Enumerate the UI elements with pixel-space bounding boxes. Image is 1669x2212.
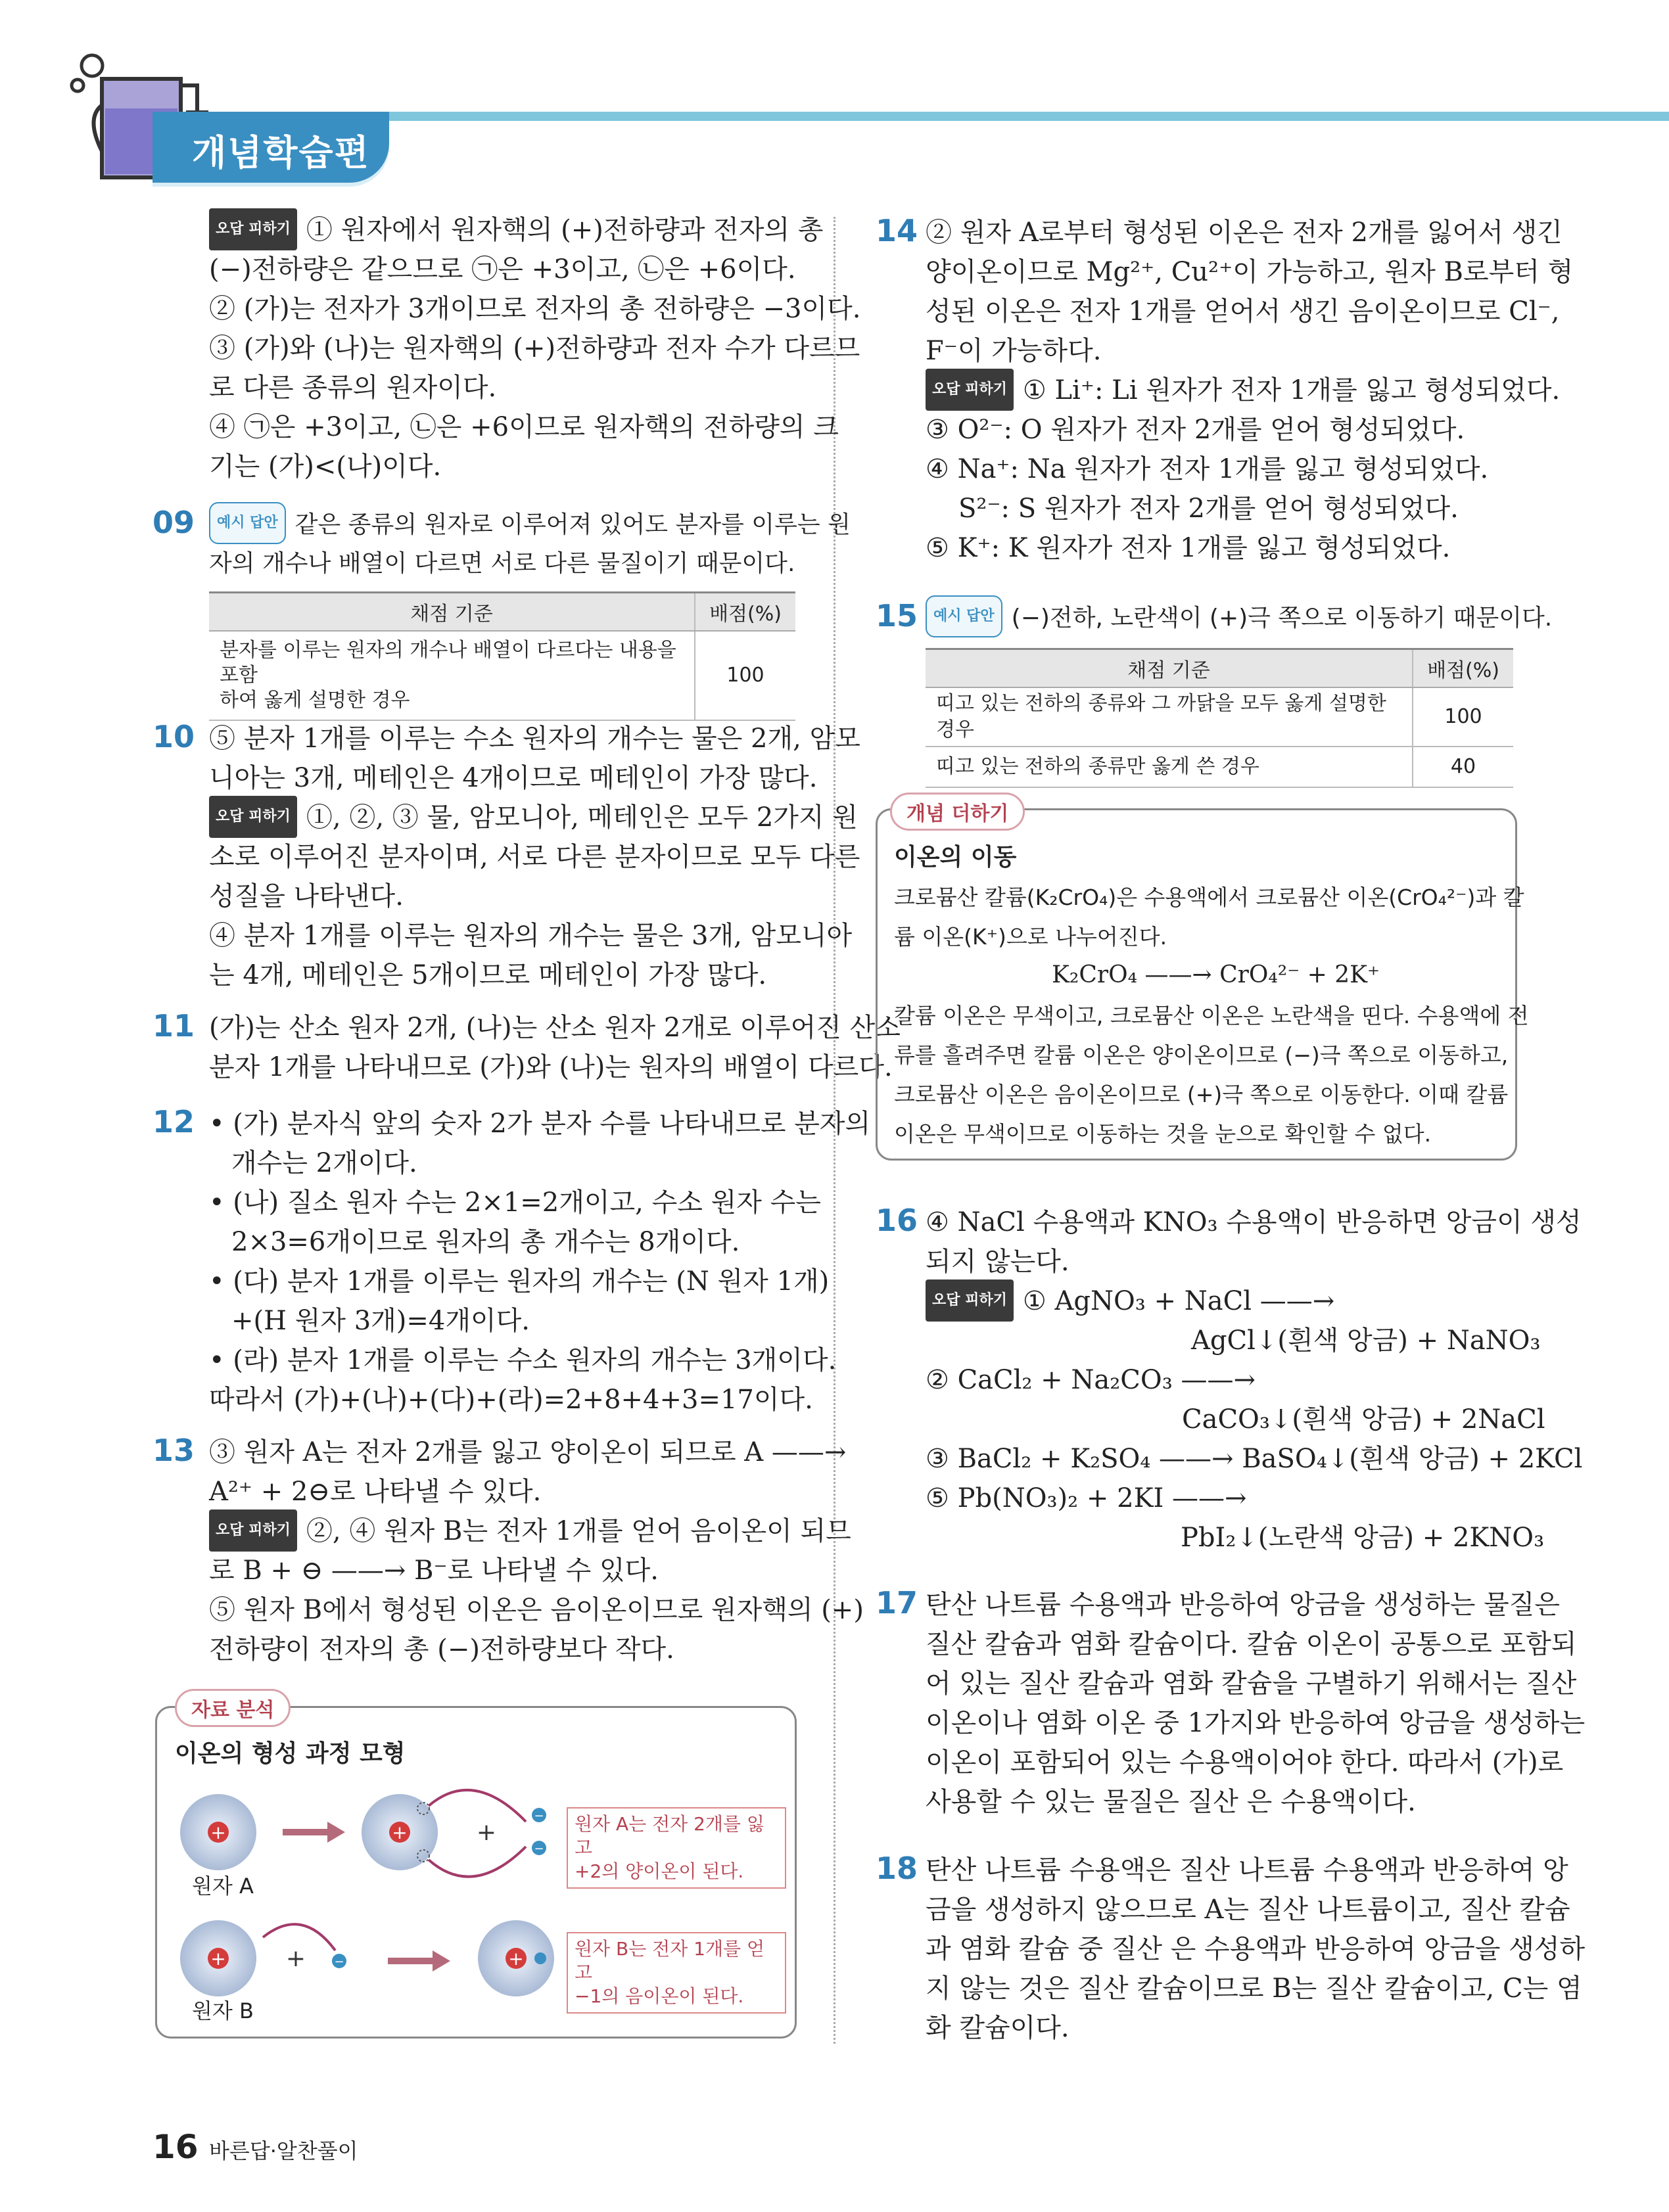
concept-line-6: 크로뮴산 이온은 음이온이므로 (+)극 쪽으로 이동한다. 이때 칼륨 [894, 1082, 1509, 1107]
q08-line-3: ② (가)는 전자가 3개이므로 전자의 총 전하량은 −3이다. [209, 294, 861, 324]
q16-line-7: ③ BaCl₂ + K₂SO₄ ——→ BaSO₄↓(흰색 앙금) + 2KCl [926, 1444, 1583, 1474]
q12-line-6: +(H 원자 3개)=4개이다. [231, 1306, 530, 1336]
q10-number: 10 [153, 719, 195, 754]
q10-line-5: 성질을 나타낸다. [209, 881, 404, 911]
svg-text:+: + [392, 1822, 408, 1843]
q12-line-5: • (다) 분자 1개를 이루는 원자의 개수는 (N 원자 1개) [209, 1266, 830, 1297]
concept-line-4: 칼륨 이온은 무색이고, 크로뮴산 이온은 노란색을 띤다. 수용액에 전 [894, 1003, 1529, 1028]
q17-number: 17 [876, 1585, 918, 1621]
atom-a-label: 원자 A [192, 1874, 254, 1899]
q14-line-3: 성된 이온은 전자 1개를 얻어서 생긴 음이온이므로 Cl⁻, [926, 296, 1560, 327]
table-cell: 40 [1413, 747, 1513, 787]
q14-line-5: 오답 피하기 ① Li⁺: Li 원자가 전자 1개를 잃고 형성되었다. [926, 371, 1560, 413]
table-header: 채점 기준 [926, 649, 1413, 688]
q18-line-1: 탄산 나트륨 수용액은 질산 나트륨 수용액과 반응하여 앙 [926, 1855, 1568, 1885]
svg-text:+: + [508, 1948, 524, 1970]
svg-text:+: + [210, 1948, 226, 1970]
q13-line-3: 오답 피하기 ②, ④ 원자 B는 전자 1개를 얻어 음이온이 되므 [209, 1511, 851, 1554]
q16-line-2: 되지 않는다. [926, 1247, 1070, 1277]
svg-text:+: + [476, 1819, 497, 1846]
q15-number: 15 [876, 598, 918, 634]
table-header: 배점(%) [695, 593, 795, 632]
analysis-label: 자료 분석 [175, 1689, 291, 1727]
q17-line-2: 질산 칼슘과 염화 칼슘이다. 칼슘 이온이 공통으로 포함되 [926, 1629, 1577, 1659]
q11-line-1: (가)는 산소 원자 2개, (나)는 산소 원자 2개로 이루어진 산소 [209, 1013, 901, 1043]
q08-line-2: (−)전하량은 같으므로 ㉠은 +3이고, ㉡은 +6이다. [209, 254, 796, 285]
q12-line-2: 개수는 2개이다. [231, 1148, 417, 1178]
q08-line-6: ④ ㉠은 +3이고, ㉡은 +6이므로 원자핵의 전하량의 크 [209, 412, 839, 442]
q18-line-2: 금을 생성하지 않으므로 A는 질산 나트륨이고, 질산 칼슘 [926, 1895, 1570, 1925]
q11-number: 11 [153, 1008, 195, 1044]
example-answer-tag: 예시 답안 [926, 595, 1002, 637]
q17-line-5: 이온이 포함되어 있는 수용액이어야 한다. 따라서 (가)로 [926, 1747, 1564, 1778]
q16-line-4: AgCl↓(흰색 앙금) + NaNO₃ [1191, 1325, 1541, 1356]
q09-line-2: 자의 개수나 배열이 다르면 서로 다른 물질이기 때문이다. [209, 550, 795, 577]
q08-line-5: 로 다른 종류의 원자이다. [209, 373, 497, 403]
q11-line-2: 분자 1개를 나타내므로 (가)와 (나)는 원자의 배열이 다르다. [209, 1052, 893, 1082]
q13-line-6: 전하량이 전자의 총 (−)전하량보다 작다. [209, 1634, 674, 1665]
q16-line-8: ⑤ Pb(NO₃)₂ + 2KI ——→ [926, 1483, 1247, 1513]
concept-title: 이온의 이동 [894, 844, 1017, 871]
q09-number: 09 [153, 505, 195, 540]
q09-line-1: 예시 답안 같은 종류의 원자로 이루어져 있어도 분자를 이루는 원 [209, 505, 851, 547]
q10-line-1: ⑤ 분자 1개를 이루는 수소 원자의 개수는 물은 2개, 암모 [209, 724, 860, 754]
q12-line-8: 따라서 (가)+(나)+(다)+(라)=2+8+4+3=17이다. [209, 1385, 813, 1415]
q13-line-5: ⑤ 원자 B에서 형성된 이온은 음이온이므로 원자핵의 (+) [209, 1595, 864, 1625]
table-cell: 100 [1413, 687, 1513, 747]
q17-line-1: 탄산 나트륨 수용액과 반응하여 앙금을 생성하는 물질은 [926, 1590, 1561, 1620]
header-tab-label: 개념학습편 [192, 132, 370, 173]
table-header: 배점(%) [1413, 649, 1513, 688]
q14-line-7: ④ Na⁺: Na 원자가 전자 1개를 잃고 형성되었다. [926, 454, 1489, 484]
svg-text:+: + [285, 1945, 306, 1972]
q10-line-4: 소로 이루어진 분자이며, 서로 다른 분자이므로 모두 다른 [209, 842, 860, 872]
q10-line-3: 오답 피하기 ①, ②, ③ 물, 암모니아, 메테인은 모두 2가지 원 [209, 798, 858, 841]
table-cell: 분자를 이루는 원자의 개수나 배열이 다르다는 내용을 포함 하여 옳게 설명한 경우 [209, 631, 695, 720]
q15-line-1: 예시 답안 (−)전하, 노란색이 (+)극 쪽으로 이동하기 때문이다. [926, 598, 1552, 640]
q16-number: 16 [876, 1203, 918, 1238]
q18-number: 18 [876, 1851, 918, 1886]
q18-line-3: 과 염화 칼슘 중 질산 은 수용액과 반응하여 앙금을 생성하 [926, 1934, 1586, 1964]
page-number: 16 [153, 2128, 199, 2166]
analysis-title: 이온의 형성 과정 모형 [175, 1740, 406, 1767]
header-rule [368, 112, 1669, 121]
q13-line-2: A²⁺ + 2⊖로 나타낼 수 있다. [209, 1477, 542, 1507]
q14-line-4: F⁻이 가능하다. [926, 336, 1102, 366]
concept-line-5: 류를 흘려주면 칼륨 이온은 양이온이므로 (−)극 쪽으로 이동하고, [894, 1042, 1509, 1068]
annotation-atom-a: 원자 A는 전자 2개를 잃고 +2의 양이온이 된다. [567, 1807, 786, 1889]
atom-b-label: 원자 B [192, 1998, 254, 2023]
q17-line-6: 사용할 수 있는 물질은 질산 은 수용액이다. [926, 1787, 1416, 1817]
q14-number: 14 [876, 213, 918, 248]
q13-number: 13 [153, 1433, 195, 1468]
q14-line-1: ② 원자 A로부터 형성된 이온은 전자 2개를 잃어서 생긴 [926, 218, 1563, 248]
q12-number: 12 [153, 1104, 195, 1140]
footer-text: 바른답·알찬풀이 [209, 2138, 358, 2163]
q17-line-4: 이온이나 염화 이온 중 1가지와 반응하여 앙금을 생성하는 [926, 1708, 1586, 1738]
q18-line-5: 화 칼슘이다. [926, 2013, 1070, 2043]
concept-line-1: 크로뮴산 칼륨(K₂CrO₄)은 수용액에서 크로뮴산 이온(CrO₄²⁻)과 칼 [894, 885, 1524, 910]
concept-line-2: 륨 이온(K⁺)으로 나누어진다. [894, 924, 1167, 950]
wrong-answer-tag: 오답 피하기 [209, 796, 297, 838]
wrong-answer-tag: 오답 피하기 [209, 1509, 297, 1552]
concept-label: 개념 더하기 [890, 793, 1025, 831]
wrong-answer-tag: 오답 피하기 [209, 208, 297, 250]
q10-line-6: ④ 분자 1개를 이루는 원자의 개수는 물은 3개, 암모니아 [209, 921, 853, 951]
q08-line-1: 오답 피하기 ① 원자에서 원자핵의 (+)전하량과 전자의 총 [209, 210, 823, 253]
q18-line-4: 지 않는 것은 질산 칼슘이므로 B는 질산 칼슘이고, C는 염 [926, 1973, 1582, 2004]
q12-line-1: • (가) 분자식 앞의 숫자 2가 분자 수를 나타내므로 분자의 [209, 1109, 871, 1139]
wrong-answer-tag: 오답 피하기 [926, 1279, 1014, 1322]
svg-text:−: − [534, 1809, 544, 1823]
q09-score-table [209, 591, 795, 721]
q16-line-5: ② CaCl₂ + Na₂CO₃ ——→ [926, 1365, 1256, 1395]
q14-line-2: 양이온이므로 Mg²⁺, Cu²⁺이 가능하고, 원자 B로부터 형 [926, 257, 1574, 287]
q08-line-4: ③ (가)와 (나)는 원자핵의 (+)전하량과 전자 수가 다르므 [209, 333, 860, 363]
table-cell: 100 [695, 631, 795, 720]
q15-score-table [926, 648, 1513, 788]
table-cell: 띠고 있는 전하의 종류만 옳게 쓴 경우 [926, 747, 1413, 787]
q13-line-1: ③ 원자 A는 전자 2개를 잃고 양이온이 되므로 A ——→ [209, 1437, 847, 1467]
q17-line-3: 어 있는 질산 칼슘과 염화 칼슘을 구별하기 위해서는 질산 [926, 1669, 1577, 1699]
q10-line-7: 는 4개, 메테인은 5개이므로 메테인이 가장 많다. [209, 960, 767, 990]
table-cell: 띠고 있는 전하의 종류와 그 까닭을 모두 옳게 설명한 경우 [926, 687, 1413, 747]
concept-line-7: 이온은 무색이므로 이동하는 것을 눈으로 확인할 수 없다. [894, 1121, 1432, 1147]
table-header: 채점 기준 [209, 593, 695, 632]
q16-line-6: CaCO₃↓(흰색 앙금) + 2NaCl [1182, 1404, 1545, 1435]
q13-line-4: 로 B + ⊖ ——→ B⁻로 나타낼 수 있다. [209, 1555, 659, 1586]
q16-line-1: ④ NaCl 수용액과 KNO₃ 수용액이 반응하면 앙금이 생성 [926, 1207, 1582, 1237]
q14-line-9: ⑤ K⁺: K 원자가 전자 1개를 잃고 형성되었다. [926, 533, 1451, 563]
q12-line-7: • (라) 분자 1개를 이루는 수소 원자의 개수는 3개이다. [209, 1345, 837, 1375]
q14-line-6: ③ O²⁻: O 원자가 전자 2개를 얻어 형성되었다. [926, 415, 1465, 445]
wrong-answer-tag: 오답 피하기 [926, 369, 1014, 411]
q12-line-4: 2×3=6개이므로 원자의 총 개수는 8개이다. [231, 1227, 740, 1257]
example-answer-tag: 예시 답안 [209, 502, 286, 544]
q10-line-2: 니아는 3개, 메테인은 4개이므로 메테인이 가장 많다. [209, 763, 818, 793]
q08-line-7: 기는 (가)<(나)이다. [209, 451, 442, 482]
svg-text:+: + [210, 1822, 226, 1843]
q16-line-3: 오답 피하기 ① AgNO₃ + NaCl ——→ [926, 1281, 1334, 1324]
svg-text:−: − [334, 1955, 344, 1969]
svg-text:−: − [534, 1842, 544, 1856]
q12-line-3: • (나) 질소 원자 수는 2×1=2개이고, 수소 원자 수는 [209, 1187, 821, 1218]
q14-line-8: S²⁻: S 원자가 전자 2개를 얻어 형성되었다. [958, 494, 1459, 524]
header-tab [153, 112, 389, 183]
q16-line-9: PbI₂↓(노란색 앙금) + 2KNO₃ [1181, 1523, 1545, 1553]
concept-equation: K₂CrO₄ ——→ CrO₄²⁻ + 2K⁺ [1052, 961, 1380, 988]
annotation-atom-b: 원자 B는 전자 1개를 얻고 −1의 음이온이 된다. [567, 1932, 786, 2014]
